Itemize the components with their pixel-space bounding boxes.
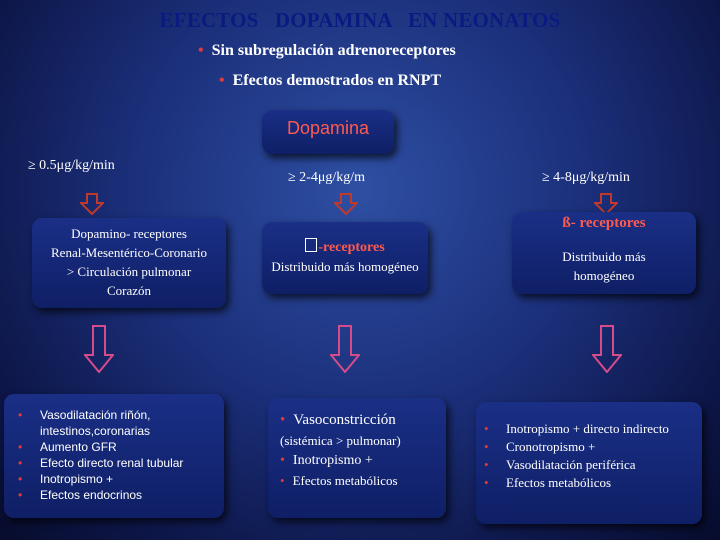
bullet-text-2: Efectos demostrados en RNPT xyxy=(232,72,442,89)
receptor-line: Renal-Mesentérico-Coronario xyxy=(51,245,207,260)
receptor-title-alpha xyxy=(262,238,428,256)
effect-item: • Cronotropismo + xyxy=(484,439,596,454)
effects-box-beta xyxy=(476,402,702,524)
effects-box-alpha xyxy=(268,398,446,518)
bullet-dot: • xyxy=(219,72,225,89)
dopamina-label: Dopamina xyxy=(286,118,370,138)
bullet-text-1: Sin subregulación adrenoreceptores xyxy=(211,42,456,59)
bullet-dot: • xyxy=(198,42,204,59)
down-arrow-icon xyxy=(592,325,622,373)
effect-item: • Vasodilatación riñón, intestinos,coronarias xyxy=(18,408,151,438)
dose-label-1: ≥ 0.5μg/kg/min xyxy=(28,158,115,173)
effect-item: • Efectos metabólicos xyxy=(484,475,612,490)
down-arrow-icon xyxy=(330,325,360,373)
receptor-title-beta: ß- receptores xyxy=(562,215,646,231)
effect-item: • Vasodilatación periférica xyxy=(484,457,636,472)
dopamina-box xyxy=(262,110,394,154)
receptor-line: Dopamino- receptores xyxy=(71,226,187,241)
receptor-sub: Distribuido más homogéneo xyxy=(562,249,646,283)
slide-title: EFECTOS DOPAMINA EN NEONATOS xyxy=(159,8,561,32)
down-arrow-icon xyxy=(334,193,358,215)
receptor-sub: Distribuido más homogéneo xyxy=(271,259,419,274)
effect-item: • Vasoconstricción xyxy=(280,412,396,428)
down-arrow-icon xyxy=(84,325,114,373)
effect-item: • Aumento GFR xyxy=(18,440,117,454)
receptor-title-text: -receptores xyxy=(318,240,385,255)
effect-item: • Efectos endocrinos xyxy=(18,488,143,502)
receptor-box-dopamino xyxy=(32,218,226,308)
effect-item: • Efecto directo renal tubular xyxy=(18,456,184,470)
effect-item: • Inotropismo + xyxy=(18,472,114,486)
effect-item: • Efectos metabólicos xyxy=(280,473,398,488)
bullet-item-2 xyxy=(219,72,441,90)
receptor-box-beta xyxy=(512,212,696,294)
effect-item: • Inotropismo + xyxy=(280,453,373,468)
effect-item: • Inotropismo + directo indirecto xyxy=(484,421,669,436)
bullet-item-1 xyxy=(198,42,456,60)
receptor-box-alpha xyxy=(262,222,428,294)
alpha-symbol-icon xyxy=(305,238,317,252)
effect-item: (sistémica > pulmonar) xyxy=(280,433,401,448)
effects-box-dopamino xyxy=(4,394,224,518)
dose-label-2: ≥ 2-4μg/kg/m xyxy=(288,170,366,185)
receptor-line: > Circulación pulmonar xyxy=(66,264,192,279)
dose-label-3: ≥ 4-8μg/kg/min xyxy=(542,170,630,185)
down-arrow-icon xyxy=(80,193,104,215)
receptor-line: Corazón xyxy=(106,283,152,298)
